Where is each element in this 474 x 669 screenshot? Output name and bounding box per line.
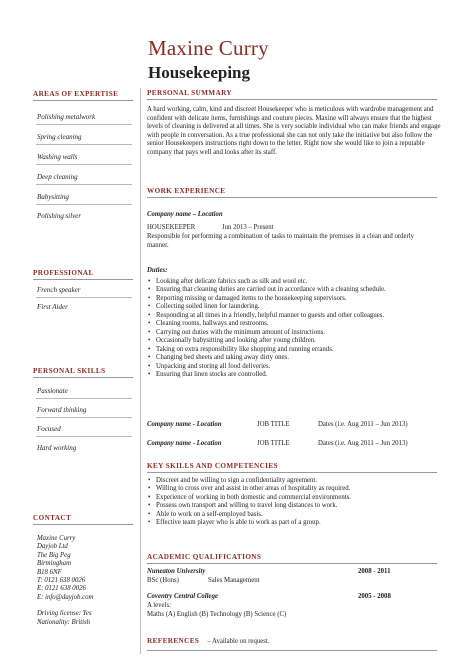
personal-skill-item: Forward thinking <box>37 406 87 414</box>
contact-address: The Big Peg <box>37 551 71 559</box>
heading-rule <box>147 472 437 473</box>
references-heading: REFERENCES <box>147 637 200 645</box>
personal-skill-item: Focused <box>37 425 61 433</box>
personal-skill-item: Hard working <box>37 444 77 452</box>
divider <box>36 144 132 145</box>
list-item: • Looking after delicate fabrics such as silk and wool etc. <box>147 278 386 286</box>
list-item: • Willing to cross over and assist in other areas of hospitality as required. <box>147 485 351 493</box>
duties-list <box>147 278 386 379</box>
divider <box>36 204 132 205</box>
qualification: A levels: <box>147 602 171 609</box>
other-job-dates: Dates (i.e. Aug 2011 – Jun 2013) <box>318 421 408 428</box>
list-item: • Carrying out duties with the minimum amount of instructions. <box>147 329 386 337</box>
other-job-title: JOB TITLE <box>257 421 290 428</box>
references-text: – Available on request. <box>207 638 270 645</box>
contact-heading: CONTACT <box>33 514 133 525</box>
list-item: • Possess own transport and willing to travel long distances to work. <box>147 502 351 510</box>
contact-email[interactable]: E: info@dayjob.com <box>37 593 94 601</box>
list-item: • Unpacking and storing all food deliveries. <box>147 363 386 371</box>
contact-company: Dayjob Ltd <box>37 543 68 551</box>
list-item: • Ensuring that cleaning duties are carried out in accordance with a cleaning schedule. <box>147 286 386 294</box>
heading-rule <box>33 279 133 280</box>
expertise-item: Babysitting <box>37 193 69 201</box>
contact-phone-2: E: 0121 638 0026 <box>37 585 86 593</box>
list-item: • Effective team player who is able to work as part of a group. <box>147 519 351 527</box>
list-item: • Able to work on a self-employed basis. <box>147 511 351 519</box>
list-item: • Taking on extra responsibility like shopping and running errands. <box>147 346 386 354</box>
work-heading: WORK EXPERIENCE <box>147 187 437 198</box>
professional-heading: PROFESSIONAL <box>33 269 133 280</box>
company-location: Company name – Location <box>147 211 223 218</box>
expertise-item: Spring cleaning <box>37 133 82 141</box>
column-divider <box>140 88 141 654</box>
divider <box>36 124 132 125</box>
duties-label: Duties: <box>147 267 168 274</box>
heading-rule <box>147 563 437 564</box>
role-title: HOUSEKEEPER <box>147 224 196 231</box>
divider <box>36 398 132 399</box>
list-item: • Discreet and be willing to sign a confidentiality agreement. <box>147 477 351 485</box>
heading-rule <box>147 197 437 198</box>
contact-name: Maxine Curry <box>37 535 76 542</box>
degree-subject: Sales Management <box>208 577 260 584</box>
qualification-grades: Maths (A) English (B) Technology (B) Science (C) <box>147 611 287 618</box>
expertise-item: Deep cleaning <box>37 173 78 181</box>
heading-rule <box>147 650 437 651</box>
list-item: • Collecting soiled linen for laundering. <box>147 303 386 311</box>
heading-rule <box>33 100 133 101</box>
expertise-heading: AREAS OF EXPERTISE <box>33 90 133 101</box>
personal-skills-heading: PERSONAL SKILLS <box>33 367 133 378</box>
summary-text: A hard working, calm, kind and discreet Housekeeper who is meticulous with wardrobe management and confident with delicate items, furnishings and couture pieces. Maxine will always ensure that the highest levels of cleaning is delivered at all times. She is very sociable individual who can make friends and engage with people in conversation. As a true professional she can not only take the initiative but also follow the senior Housekeepers instructions right down to the letter. Right now she would like to join a reputable company that pays well and looks after its staff. <box>147 106 441 156</box>
heading-rule <box>33 377 133 378</box>
responsibility-text: Responsible for performing a combination of tasks to maintain the premises in a clean and orderly manner. <box>147 233 415 249</box>
personal-skill-item: Passionate <box>37 387 68 395</box>
professional-item: First Aider <box>37 303 68 311</box>
expertise-item: Polishing metalwork <box>37 113 96 121</box>
divider <box>36 164 132 165</box>
other-job-title: JOB TITLE <box>257 440 290 447</box>
divider <box>36 297 132 298</box>
job-title: Housekeeping <box>148 63 251 82</box>
list-item: • Cleaning rooms, hallways and restrooms. <box>147 320 386 328</box>
list-item: • Ensuring that linen stocks are controlled. <box>147 371 386 379</box>
divider <box>36 436 132 437</box>
driving-license: Driving license: Yes <box>37 610 92 618</box>
expertise-item: Washing walls <box>37 153 78 161</box>
candidate-name: Maxine Curry <box>148 36 269 60</box>
contact-postcode: B18 6NF <box>37 568 62 576</box>
skills-heading: KEY SKILLS AND COMPETENCIES <box>147 462 437 473</box>
expertise-item: Polishing silver <box>37 212 82 220</box>
list-item: • Experience of working in both domestic and commercial environments. <box>147 494 351 502</box>
other-job-company: Company name - Location <box>147 440 222 447</box>
divider <box>36 417 132 418</box>
school-name: Coventry Central College <box>147 593 218 600</box>
contact-block <box>37 535 93 627</box>
school-name: Nuneaton University <box>147 568 206 575</box>
list-item: • Reporting missing or damaged items to the housekeeping supervisors. <box>147 295 386 303</box>
divider <box>36 184 132 185</box>
references-section <box>147 630 437 651</box>
nationality: Nationality: British <box>37 618 91 626</box>
contact-city: Birmingham <box>37 560 71 568</box>
school-years: 2005 - 2008 <box>358 593 391 600</box>
other-job-dates: Dates (i.e. Aug 2011 – Jun 2013) <box>318 440 408 447</box>
summary-heading: PERSONAL SUMMARY <box>147 89 437 100</box>
contact-phone: T: 0121 638 0026 <box>37 577 86 585</box>
list-item: • Responding at all times in a friendly, helpful manner to guests and other colleagues. <box>147 312 386 320</box>
list-item: • Changing bed sheets and taking away dirty ones. <box>147 354 386 362</box>
skills-list <box>147 477 351 528</box>
heading-rule <box>33 524 133 525</box>
academic-heading: ACADEMIC QUALIFICATIONS <box>147 553 437 564</box>
other-job-company: Company name - Location <box>147 421 222 428</box>
role-dates: Jun 2013 – Present <box>222 224 274 231</box>
heading-rule <box>147 99 437 100</box>
degree: BSc (Hons) <box>147 577 179 584</box>
list-item: • Occasionally babysitting and looking after young children. <box>147 337 386 345</box>
school-years: 2008 - 2011 <box>358 568 391 575</box>
professional-item: French speaker <box>37 286 81 294</box>
